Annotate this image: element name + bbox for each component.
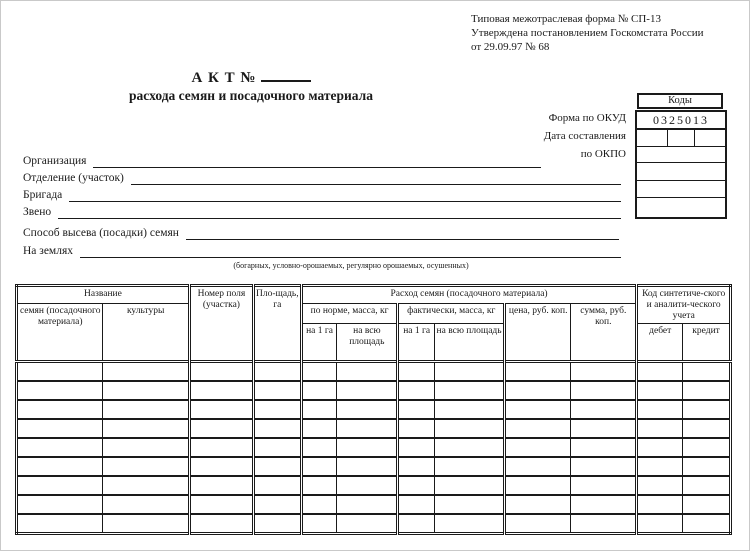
table-cell — [505, 476, 571, 495]
col-header-account-code-group: Код синтетиче-ского и аналити-ческого учета — [637, 286, 731, 324]
table-cell — [683, 438, 731, 457]
table-cell — [301, 381, 337, 400]
table-cell — [301, 361, 337, 381]
table-cell — [103, 495, 189, 514]
table-cell — [253, 419, 301, 438]
col-header-whole-area-fact: на всю площадь — [434, 323, 504, 361]
col-header-seeds-name: семян (посадочного материала) — [17, 304, 103, 362]
table-cell — [505, 457, 571, 476]
division-label: Отделение (участок) — [23, 172, 124, 184]
form-date-line: от 29.09.97 № 68 — [471, 40, 550, 53]
table-cell — [683, 457, 731, 476]
unit-blank-line — [58, 204, 621, 219]
division-blank-line — [131, 170, 621, 185]
table-cell — [505, 361, 571, 381]
table-cell — [17, 381, 103, 400]
table-cell — [103, 400, 189, 419]
table-cell — [189, 361, 253, 381]
table-cell — [398, 438, 435, 457]
col-header-area: Пло-щадь, га — [253, 286, 301, 362]
field-on-lands — [23, 243, 621, 258]
brigade-label: Бригада — [23, 189, 63, 201]
table-cell — [637, 381, 683, 400]
table-cell — [103, 361, 189, 381]
table-cell — [253, 400, 301, 419]
table-cell — [189, 495, 253, 514]
table-cell — [337, 361, 398, 381]
table-cell — [683, 495, 731, 514]
table-cell — [434, 438, 504, 457]
table-cell — [637, 514, 683, 534]
table-cell — [571, 400, 637, 419]
table-cell — [17, 438, 103, 457]
table-cell — [103, 438, 189, 457]
table-cell — [683, 514, 731, 534]
col-header-actual: фактически, масса, кг — [398, 304, 505, 324]
col-header-culture-name: культуры — [103, 304, 189, 362]
table-cell — [301, 514, 337, 534]
table-row — [17, 381, 731, 400]
col-header-consumption-group: Расход семян (посадочного материала) — [301, 286, 637, 304]
field-brigade — [23, 187, 621, 202]
table-cell — [434, 381, 504, 400]
table-cell — [17, 400, 103, 419]
table-cell — [505, 514, 571, 534]
table-row — [17, 400, 731, 419]
table-cell — [505, 438, 571, 457]
table-cell — [253, 476, 301, 495]
date-cell — [695, 130, 725, 146]
table-cell — [253, 514, 301, 534]
codes-header-box: Коды — [637, 93, 723, 109]
table-cell — [337, 419, 398, 438]
organization-blank-line — [93, 153, 541, 168]
table-cell — [337, 381, 398, 400]
col-header-sum: сумма, руб. коп. — [571, 304, 637, 362]
table-cell — [253, 495, 301, 514]
header-row-1 — [17, 286, 731, 304]
table-body — [17, 361, 731, 533]
table-cell — [637, 438, 683, 457]
sowing-method-blank-line — [186, 225, 619, 240]
table-cell — [301, 438, 337, 457]
table-cell — [398, 419, 435, 438]
table-cell — [637, 419, 683, 438]
table-cell — [571, 361, 637, 381]
organization-label: Организация — [23, 155, 87, 167]
on-lands-label: На землях — [23, 245, 73, 257]
table-cell — [17, 476, 103, 495]
table-cell — [505, 400, 571, 419]
table-cell — [337, 400, 398, 419]
table-cell — [189, 476, 253, 495]
col-header-whole-area-norm: на всю площадь — [337, 323, 398, 361]
okud-code-cell: 0325013 — [637, 112, 725, 130]
table-cell — [637, 457, 683, 476]
field-unit — [23, 204, 621, 219]
table-row — [17, 495, 731, 514]
col-header-field-number: Номер поля (участка) — [189, 286, 253, 362]
col-header-credit: кредит — [683, 323, 731, 361]
empty-code-cell — [637, 198, 725, 217]
table-cell — [337, 457, 398, 476]
table-cell — [571, 476, 637, 495]
table-cell — [434, 400, 504, 419]
header-row-2 — [17, 304, 731, 324]
table-cell — [301, 400, 337, 419]
table-cell — [189, 400, 253, 419]
table-row — [17, 514, 731, 534]
table-cell — [434, 361, 504, 381]
table-cell — [505, 381, 571, 400]
okud-form-label: Форма по ОКУД — [548, 112, 626, 124]
date-cell — [668, 130, 695, 146]
table-cell — [17, 514, 103, 534]
compilation-date-label: Дата составления — [543, 130, 626, 142]
col-header-by-norm: по норме, масса, кг — [301, 304, 398, 324]
col-header-price: цена, руб. коп. — [505, 304, 571, 362]
table-cell — [301, 419, 337, 438]
table-row — [17, 419, 731, 438]
table-cell — [398, 381, 435, 400]
table-cell — [637, 400, 683, 419]
table-cell — [398, 457, 435, 476]
sowing-method-label: Способ высева (посадки) семян — [23, 227, 179, 239]
table-cell — [103, 419, 189, 438]
act-number-line — [86, 67, 416, 87]
table-cell — [683, 361, 731, 381]
act-subtitle: расхода семян и посадочного материала — [129, 88, 373, 103]
brigade-blank-line — [69, 187, 621, 202]
table-cell — [301, 495, 337, 514]
table-cell — [337, 495, 398, 514]
table-cell — [637, 495, 683, 514]
date-cells-row — [637, 130, 725, 147]
table-cell — [434, 495, 504, 514]
field-sowing-method — [23, 225, 619, 240]
table-cell — [253, 457, 301, 476]
table-cell — [253, 361, 301, 381]
document-title — [86, 67, 416, 104]
unit-label: Звено — [23, 206, 52, 218]
col-header-name-group: Название — [17, 286, 190, 304]
table-cell — [571, 514, 637, 534]
table-cell — [683, 476, 731, 495]
table-cell — [17, 457, 103, 476]
table-row — [17, 361, 731, 381]
table-cell — [434, 457, 504, 476]
seeds-consumption-table — [15, 284, 732, 535]
table-cell — [434, 514, 504, 534]
table-row — [17, 457, 731, 476]
table-cell — [301, 476, 337, 495]
table-cell — [571, 495, 637, 514]
table-cell — [17, 361, 103, 381]
table-cell — [337, 476, 398, 495]
form-approved-line: Утверждена постановлением Госкомстата России — [471, 26, 704, 39]
table-cell — [398, 400, 435, 419]
okpo-code-cell — [637, 147, 725, 163]
table-cell — [189, 419, 253, 438]
table-cell — [103, 476, 189, 495]
field-organization — [23, 153, 541, 168]
table-cell — [398, 361, 435, 381]
date-cell — [637, 130, 668, 146]
table-cell — [637, 476, 683, 495]
table-cell — [301, 457, 337, 476]
table-cell — [189, 381, 253, 400]
table-cell — [571, 457, 637, 476]
table-cell — [571, 419, 637, 438]
col-header-debit: дебет — [637, 323, 683, 361]
form-type-line: Типовая межотраслевая форма № СП-13 — [471, 13, 661, 25]
table-cell — [637, 361, 683, 381]
col-header-per-ha-norm: на 1 га — [301, 323, 337, 361]
table-cell — [17, 495, 103, 514]
empty-code-cell — [637, 181, 725, 198]
table-cell — [683, 419, 731, 438]
table-cell — [505, 495, 571, 514]
table-cell — [683, 400, 731, 419]
table-cell — [189, 457, 253, 476]
table-cell — [571, 381, 637, 400]
table-cell — [434, 476, 504, 495]
table-cell — [571, 438, 637, 457]
table-cell — [17, 419, 103, 438]
act-number-blank — [261, 67, 311, 82]
table-row — [17, 476, 731, 495]
form-approval-info — [471, 13, 703, 55]
lands-type-note: (богарных, условно-орошаемых, регулярно орошаемых, осушенных) — [233, 261, 469, 270]
table-cell — [434, 419, 504, 438]
okpo-label: по ОКПО — [580, 148, 626, 160]
table-cell — [398, 514, 435, 534]
table-row — [17, 438, 731, 457]
table-cell — [189, 514, 253, 534]
col-header-per-ha-fact: на 1 га — [398, 323, 435, 361]
table-cell — [103, 381, 189, 400]
table-cell — [337, 438, 398, 457]
table-cell — [683, 381, 731, 400]
table-cell — [253, 381, 301, 400]
table-cell — [505, 419, 571, 438]
table-cell — [337, 514, 398, 534]
table-cell — [103, 457, 189, 476]
codes-box — [635, 110, 727, 219]
table-cell — [398, 476, 435, 495]
table-cell — [398, 495, 435, 514]
table-cell — [103, 514, 189, 534]
empty-code-cell — [637, 163, 725, 181]
table-cell — [189, 438, 253, 457]
table-cell — [253, 438, 301, 457]
field-division — [23, 170, 621, 185]
act-label: А К Т № — [191, 70, 257, 86]
on-lands-blank-line — [80, 243, 621, 258]
